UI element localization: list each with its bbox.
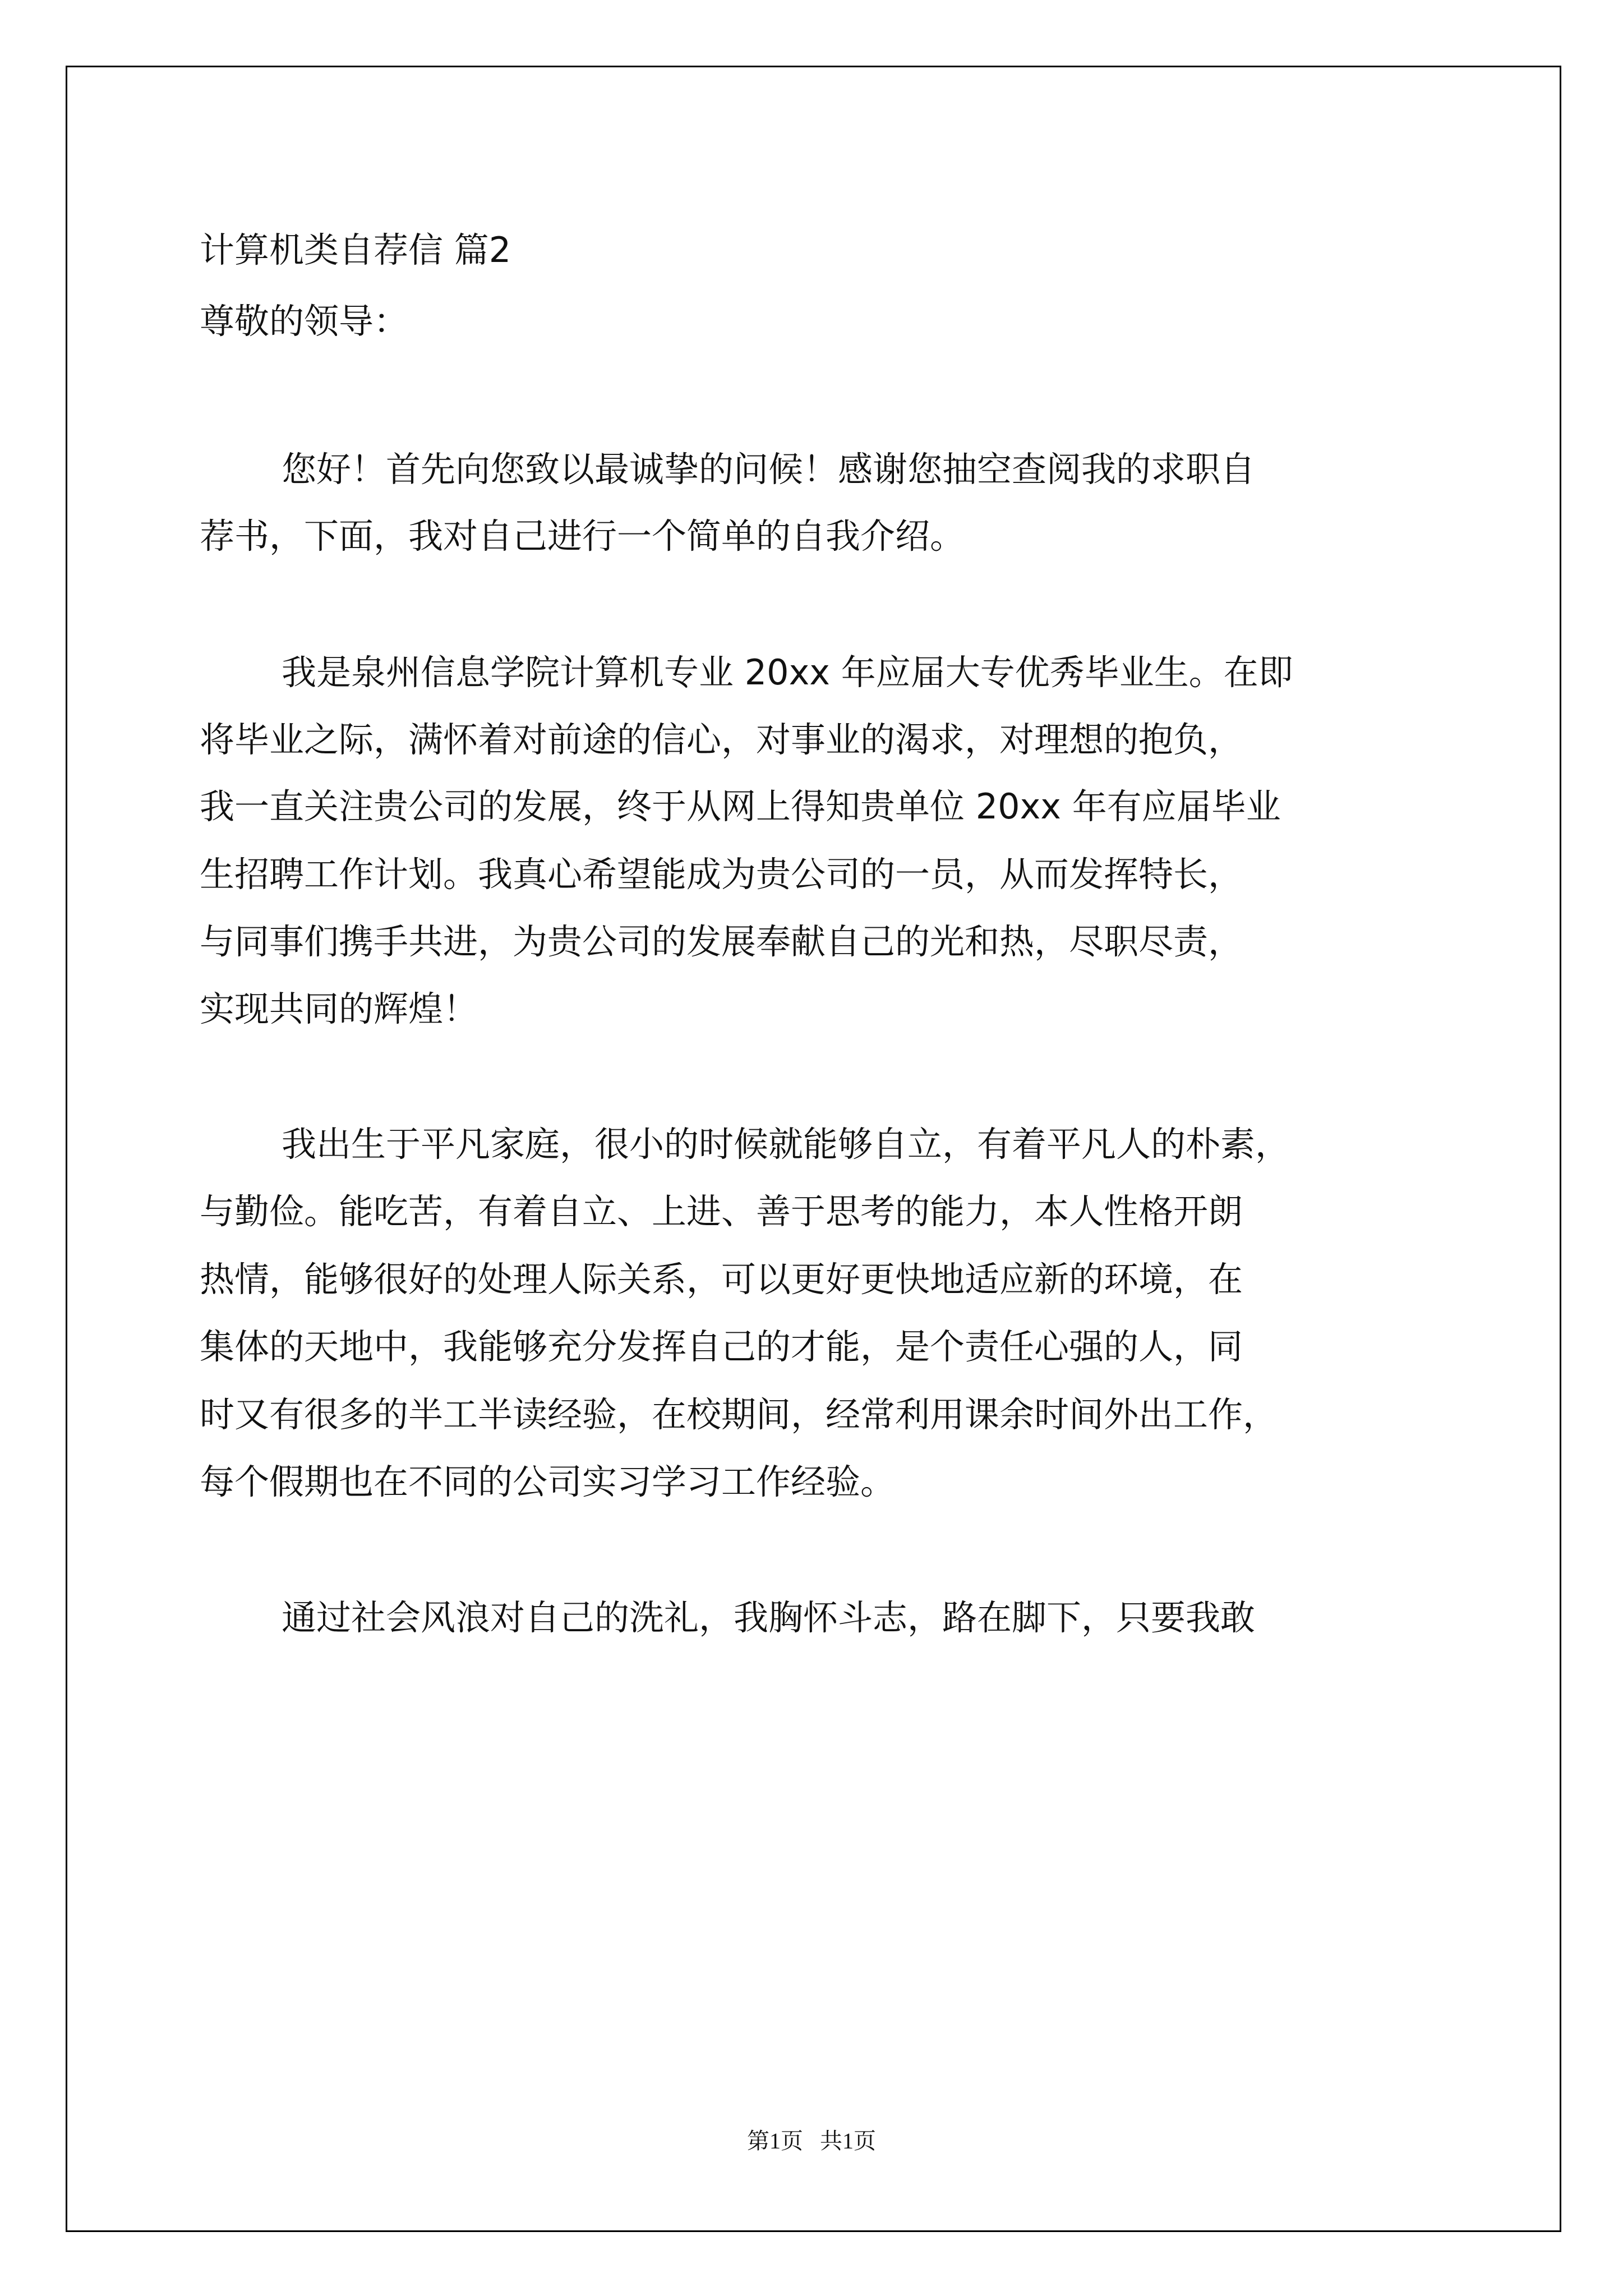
body-line: 我出生于平凡家庭，很小的时候就能够自立，有着平凡人的朴素，	[282, 1124, 1290, 1165]
salutation: 尊敬的领导：	[200, 301, 409, 342]
body-line: 通过社会风浪对自己的洗礼，我胸怀斗志，路在脚下，只要我敢	[282, 1597, 1256, 1638]
body-line: 每个假期也在不同的公司实习学习工作经验。	[200, 1461, 896, 1502]
document-title: 计算机类自荐信 篇2	[200, 229, 511, 270]
body-line: 将毕业之际，满怀着对前途的信心，对事业的渴求，对理想的抱负，	[200, 719, 1243, 760]
body-line: 荐书，下面，我对自己进行一个简单的自我介绍。	[200, 516, 965, 556]
body-line: 时又有很多的半工半读经验，在校期间，经常利用课余时间外出工作，	[200, 1394, 1278, 1435]
body-line: 我一直关注贵公司的发展，终于从网上得知贵单位 20xx 年有应届毕业	[200, 786, 1281, 827]
body-line: 集体的天地中，我能够充分发挥自己的才能，是个责任心强的人，同	[200, 1326, 1243, 1367]
page-footer: 第1页 共1页	[747, 2128, 876, 2154]
body-line: 热情，能够很好的处理人际关系，可以更好更快地适应新的环境，在	[200, 1259, 1243, 1300]
body-line: 与同事们携手共进，为贵公司的发展奉献自己的光和热，尽职尽责，	[200, 921, 1243, 962]
body-line: 我是泉州信息学院计算机专业 20xx 年应届大专优秀毕业生。在即	[282, 652, 1293, 693]
body-line: 生招聘工作计划。我真心希望能成为贵公司的一员，从而发挥特长，	[200, 854, 1243, 895]
body-line: 实现共同的辉煌！	[200, 988, 478, 1029]
body-line: 与勤俭。能吃苦，有着自立、上进、善于思考的能力，本人性格开朗	[200, 1191, 1243, 1232]
body-line: 您好！首先向您致以最诚挚的问候！感谢您抽空查阅我的求职自	[282, 449, 1256, 490]
